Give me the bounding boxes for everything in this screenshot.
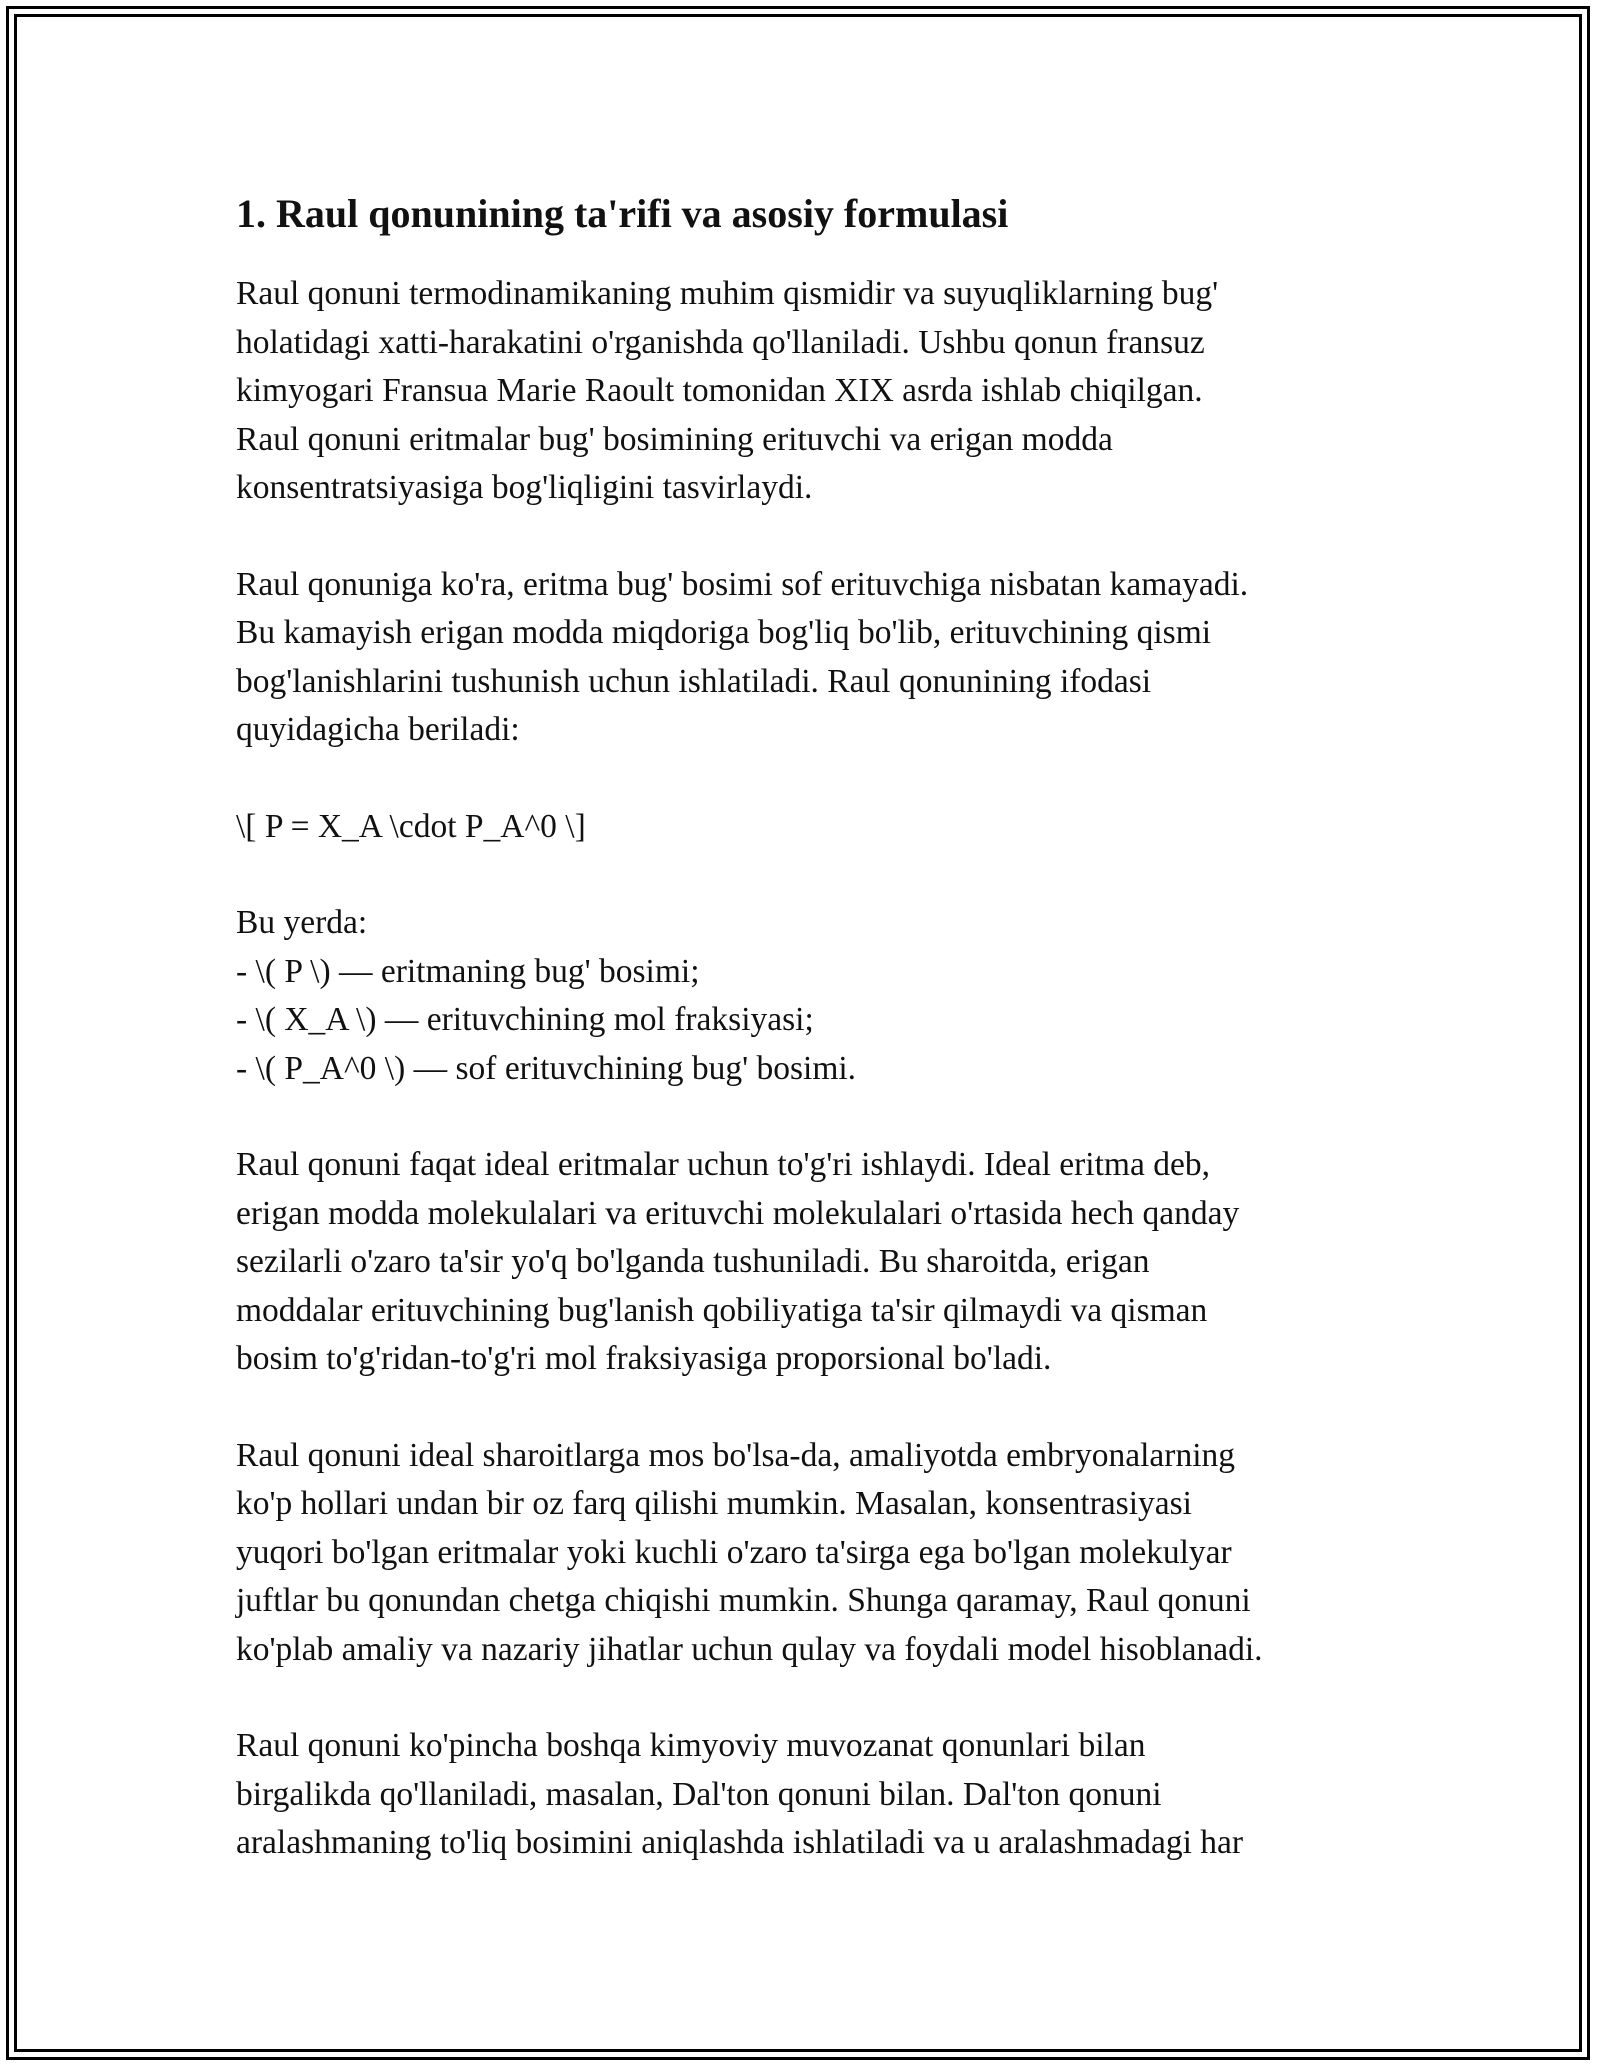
text-line: juftlar bu qonundan chetga chiqishi mumkin. Shunga qaramay, Raul qonuni [236, 1582, 1251, 1619]
text-line: konsentratsiyasiga bog'liqligini tasvirlaydi. [236, 469, 813, 506]
text-line: bosim to'g'ridan-to'g'ri mol fraksiyasiga proporsional bo'ladi. [236, 1340, 1052, 1377]
text-line: Raul qonuni ideal sharoitlarga mos bo'lsa-da, amaliyotda embryonalarning [236, 1436, 1235, 1474]
text-line: holatidagi xatti-harakatini o'rganishda qo'llaniladi. Ushbu qonun fransuz [236, 323, 1205, 361]
paragraphs-container [236, 270, 1386, 1868]
text-line: - \( X_A \) — erituvchining mol fraksiyasi; [236, 1001, 814, 1038]
text-line: aralashmaning to'liq bosimini aniqlashda ishlatiladi va u aralashmadagi har [236, 1824, 1244, 1861]
text-line: - \( P \) — eritmaning bug' bosimi; [236, 952, 700, 990]
text-line: \[ P = X_A \cdot P_A^0 \] [236, 807, 586, 845]
formula-paragraph [236, 803, 1386, 852]
text-line: kimyogari Fransua Marie Raoult tomonidan XIX asrda ishlab chiqilgan. [236, 372, 1203, 409]
body-paragraph [236, 1432, 1386, 1675]
text-line: sezilarli o'zaro ta'sir yo'q bo'lganda tushuniladi. Bu sharoitda, erigan [236, 1243, 1150, 1280]
text-line: yuqori bo'lgan eritmalar yoki kuchli o'zaro ta'sirga ega bo'lgan molekulyar [236, 1533, 1232, 1571]
text-line: quyidagicha beriladi: [236, 711, 520, 748]
text-line: Raul qonuni ko'pincha boshqa kimyoviy muvozanat qonunlari bilan [236, 1727, 1146, 1764]
text-line: Bu yerda: [236, 904, 368, 941]
document-body [236, 180, 1386, 1916]
text-line: Bu kamayish erigan modda miqdoriga bog'liq bo'lib, erituvchining qismi [236, 614, 1212, 651]
body-paragraph [236, 270, 1386, 513]
body-paragraph [236, 561, 1386, 755]
body-paragraph [236, 1722, 1386, 1868]
section-heading: 1. Raul qonunining ta'rifi va asosiy formulasi [236, 191, 1009, 236]
text-line: Raul qonuni faqat ideal eritmalar uchun to'g'ri ishlaydi. Ideal eritma deb, [236, 1146, 1210, 1183]
text-line: birgalikda qo'llaniladi, masalan, Dal'ton qonuni bilan. Dal'ton qonuni [236, 1775, 1162, 1813]
text-line: - \( P_A^0 \) — sof erituvchining bug' bosimi. [236, 1049, 857, 1087]
text-line: Raul qonuni termodinamikaning muhim qismidir va suyuqliklarning bug' [236, 275, 1219, 312]
text-line: moddalar erituvchining bug'lanish qobiliyatiga ta'sir qilmaydi va qisman [236, 1291, 1208, 1329]
body-paragraph [236, 1141, 1386, 1384]
text-line: ko'plab amaliy va nazariy jihatlar uchun qulay va foydali model hisoblanadi. [236, 1630, 1263, 1668]
text-line: erigan modda molekulalari va erituvchi molekulalari o'rtasida hech qanday [236, 1194, 1240, 1232]
body-paragraph [236, 899, 1386, 1093]
text-line: ko'p hollari undan bir oz farq qilishi mumkin. Masalan, konsentrasiyasi [236, 1485, 1192, 1522]
text-line: bog'lanishlarini tushunish uchun ishlatiladi. Raul qonunining ifodasi [236, 662, 1152, 700]
text-line: Raul qonuniga ko'ra, eritma bug' bosimi sof erituvchiga nisbatan kamayadi. [236, 565, 1249, 603]
text-line: Raul qonuni eritmalar bug' bosimining erituvchi va erigan modda [236, 420, 1113, 458]
